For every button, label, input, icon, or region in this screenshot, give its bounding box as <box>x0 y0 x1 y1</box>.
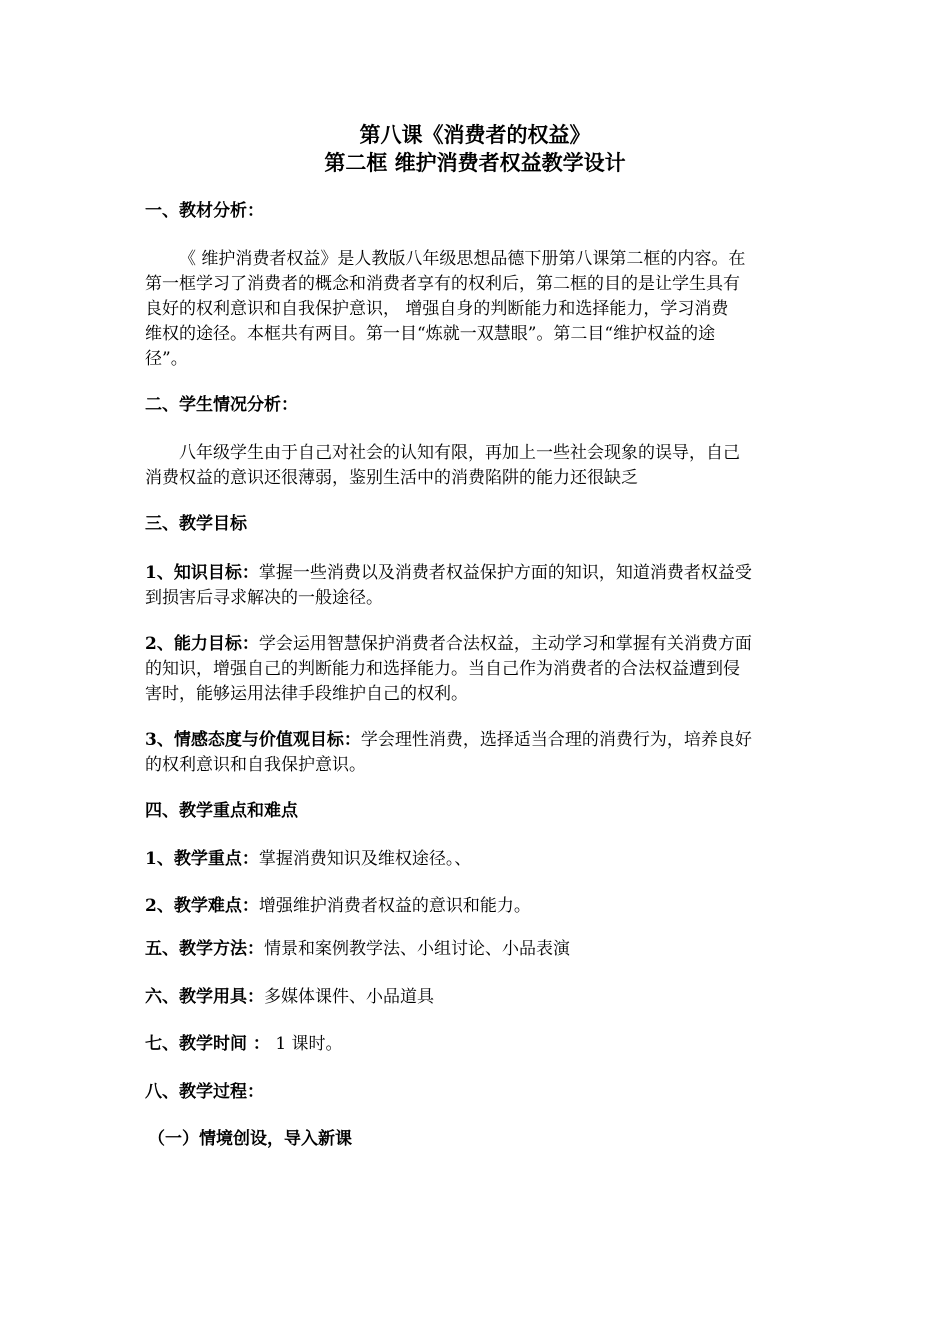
item-text: 多媒体课件、小品道具 <box>264 987 434 1007</box>
goal-text: 学会理性消费，选择适当合理的消费行为，培养良好 <box>360 730 752 750</box>
point-label: 1、教学重点： <box>145 849 259 869</box>
goal-label: 3、情感态度与价值观目标： <box>145 730 361 750</box>
key-point <box>145 847 810 871</box>
item-label: 七、教学时间 ： <box>145 1034 270 1054</box>
paragraph-line: 《 维护消费者权益》是人教版八年级思想品德下册第八课第二框的内容。在 <box>179 249 746 269</box>
goal-knowledge <box>145 561 810 585</box>
goal-label: 2、能力目标： <box>145 634 259 654</box>
document-title: 第八课《消费者的权益》 <box>359 122 591 147</box>
teaching-tools <box>145 985 810 1009</box>
subsection-heading-intro: （一）情境创设，导入新课 <box>148 1129 352 1149</box>
paragraph-line: 第一框学习了消费者的概念和消费者享有的权利后，第二框的目的是让学生具有 <box>145 274 740 294</box>
goal-text: 掌握一些消费以及消费者权益保护方面的知识，知道消费者权益受 <box>258 563 752 583</box>
section-heading-key-points: 四、教学重点和难点 <box>145 801 298 821</box>
teaching-time <box>145 1032 810 1056</box>
paragraph-line: 良好的权利意识和自我保护意识， 增强自身的判断能力和选择能力，学习消费 <box>145 299 729 319</box>
paragraph-line: 消费权益的意识还很薄弱，鉴别生活中的消费陷阱的能力还很缺乏 <box>145 468 638 488</box>
difficult-point <box>145 894 810 918</box>
section-heading-process: 八、教学过程： <box>145 1082 264 1102</box>
item-label: 六、教学用具： <box>145 987 264 1007</box>
section-heading-goals: 三、教学目标 <box>145 514 247 534</box>
goal-attitude <box>145 728 810 752</box>
paragraph-line: 到损害后寻求解决的一般途径。 <box>145 588 383 608</box>
section-heading-students: 二、学生情况分析： <box>145 395 298 415</box>
teaching-methods <box>145 937 810 961</box>
paragraph-line: 害时，能够运用法律手段维护自己的权利。 <box>145 684 468 704</box>
document-subtitle: 第二框 维护消费者权益教学设计 <box>324 150 626 175</box>
paragraph-line: 的权利意识和自我保护意识。 <box>145 755 366 775</box>
goal-label: 1、知识目标： <box>145 563 259 583</box>
item-text: 1 课时。 <box>269 1034 343 1054</box>
point-text: 增强维护消费者权益的意识和能力。 <box>258 896 531 916</box>
point-label: 2、教学难点： <box>145 896 259 916</box>
point-text: 掌握消费知识及维权途径。、 <box>258 849 472 869</box>
paragraph-line: 维权的途径。本框共有两目。第一目“炼就一双慧眼”。第二目“维护权益的途 <box>145 324 716 344</box>
item-label: 五、教学方法： <box>145 939 264 959</box>
goal-ability <box>145 632 810 656</box>
section-heading-materials: 一、教材分析： <box>145 201 264 221</box>
paragraph-line: 的知识，增强自己的判断能力和选择能力。当自己作为消费者的合法权益遭到侵 <box>145 659 740 679</box>
goal-text: 学会运用智慧保护消费者合法权益，主动学习和掌握有关消费方面 <box>258 634 752 654</box>
item-text: 情景和案例教学法、小组讨论、小品表演 <box>264 939 570 959</box>
paragraph-line: 八年级学生由于自己对社会的认知有限，再加上一些社会现象的误导，自己 <box>179 443 740 463</box>
paragraph-line: 径”。 <box>145 349 188 369</box>
